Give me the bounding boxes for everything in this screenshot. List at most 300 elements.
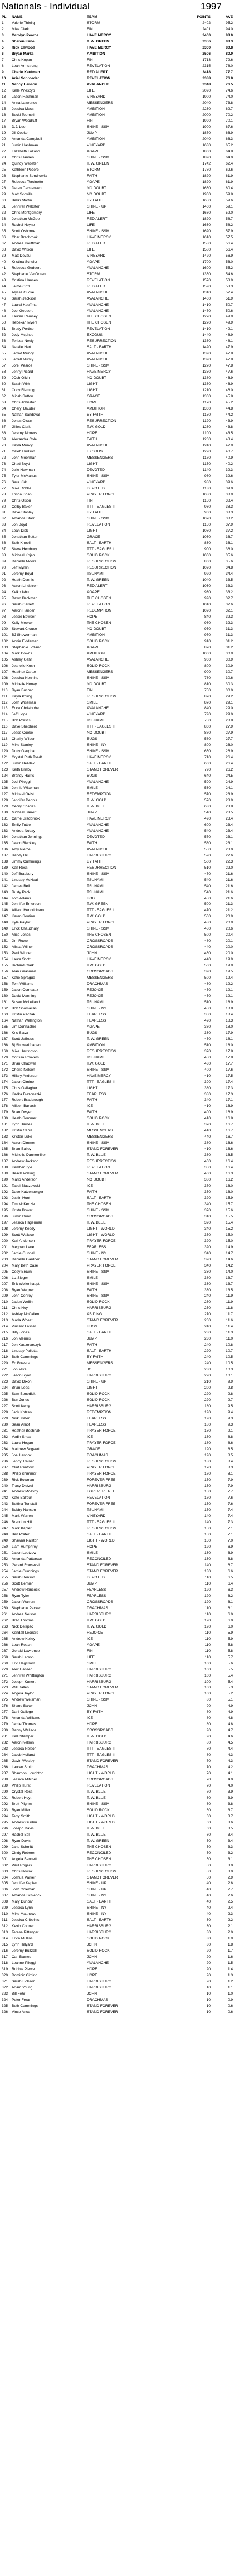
- cell-name: Tabbi Blaczewski: [12, 1184, 40, 1188]
- cell-place: 298: [2, 1838, 8, 1843]
- table-row: [0, 596, 234, 602]
- cell-average: 18.8: [226, 1006, 233, 1010]
- cell-name: Steve Hembury: [12, 547, 37, 552]
- cell-team: SALT - EARTH: [87, 1349, 111, 1354]
- table-row: [0, 1967, 234, 1973]
- cell-team: ICE: [87, 1184, 93, 1188]
- cell-average: 10.8: [226, 1343, 233, 1347]
- table-row: [0, 657, 234, 663]
- cell-average: 56.4: [226, 241, 233, 245]
- cell-average: 20.6: [226, 927, 233, 931]
- cell-average: 54.6: [226, 272, 233, 276]
- table-row: [0, 932, 234, 938]
- cell-points: 30: [206, 1943, 211, 1947]
- cell-team: VINEYARD: [87, 1514, 106, 1519]
- cell-average: 19.1: [226, 988, 233, 993]
- cell-points: 390: [204, 970, 211, 974]
- cell-average: 57.9: [226, 229, 233, 233]
- cell-team: ICE: [87, 1104, 93, 1109]
- cell-team: SALT - EARTH: [87, 1918, 111, 1923]
- cell-name: Stewart Crouse: [12, 627, 37, 631]
- cell-points: 450: [204, 994, 211, 998]
- cell-team: BOB: [87, 896, 95, 901]
- cell-average: 5.8: [227, 1649, 233, 1653]
- cell-name: Gavin Wesley: [12, 1759, 35, 1764]
- cell-place: 317: [2, 1955, 8, 1959]
- cell-name: Joel Lennox: [12, 1453, 32, 1457]
- cell-team: SALT - EARTH: [87, 1196, 111, 1200]
- cell-points: 230: [204, 1337, 211, 1341]
- cell-average: 0.6: [227, 2010, 233, 2014]
- table-row: [0, 676, 234, 682]
- cell-average: 2.0: [227, 1930, 233, 1935]
- cell-name: Leah Armstrong: [12, 64, 38, 68]
- table-row: [0, 1269, 234, 1275]
- cell-team: REVELATION: [87, 64, 110, 68]
- cell-place: 207: [2, 1282, 8, 1286]
- table-row: [0, 1202, 234, 1208]
- table-row: [0, 743, 234, 749]
- cell-points: 2418: [202, 70, 211, 74]
- cell-average: 36.0: [226, 547, 233, 552]
- table-row: [0, 486, 234, 492]
- table-row: [0, 1263, 234, 1269]
- cell-place: 228: [2, 1410, 8, 1414]
- cell-place: 249: [2, 1539, 8, 1543]
- table-row: [0, 841, 234, 847]
- table-row: [0, 522, 234, 528]
- cell-name: Julie Newman: [12, 468, 35, 472]
- cell-points: 1460: [202, 205, 211, 209]
- cell-points: 30: [206, 1937, 211, 1941]
- cell-points: 470: [204, 871, 211, 876]
- table-row: [0, 113, 234, 119]
- table-row: [0, 1930, 234, 1936]
- cell-points: 170: [204, 1471, 211, 1476]
- cell-name: Angela Bennett: [12, 1857, 37, 1861]
- cell-average: 23.4: [226, 829, 233, 833]
- cell-average: 3.6: [227, 1820, 233, 1824]
- cell-points: 1010: [202, 603, 211, 606]
- cell-average: 5.7: [227, 1655, 233, 1659]
- cell-average: 56.0: [226, 259, 233, 264]
- cell-place: 170: [2, 1055, 8, 1060]
- cell-points: 60: [206, 1802, 211, 1806]
- cell-place: 319: [2, 1967, 8, 1972]
- cell-team: RED ALERT: [87, 284, 108, 288]
- cell-name: Kevin Conner: [12, 1924, 34, 1929]
- cell-team: LIFE: [87, 223, 95, 227]
- table-row: [0, 1410, 234, 1416]
- cell-average: 11.9: [226, 1294, 233, 1298]
- cell-average: 47.8: [226, 352, 233, 356]
- cell-team: AVALANCHE: [87, 829, 109, 833]
- cell-team: PRAYER FORCE: [87, 921, 116, 925]
- cell-points: 1660: [202, 211, 211, 215]
- cell-place: 244: [2, 1508, 8, 1513]
- table-row: [0, 700, 234, 706]
- cell-points: 460: [204, 982, 211, 986]
- cell-place: 318: [2, 1961, 8, 1966]
- cell-team: SALT - EARTH: [87, 345, 111, 350]
- cell-average: 88.0: [226, 33, 233, 37]
- cell-average: 36.1: [226, 541, 233, 546]
- cell-points: 960: [204, 657, 211, 662]
- cell-average: 34.4: [226, 572, 233, 576]
- cell-name: Josh Coleman: [12, 1888, 36, 1892]
- cell-average: 9.4: [227, 1410, 233, 1414]
- cell-average: 3.8: [227, 1802, 233, 1806]
- cell-place: 130: [2, 810, 8, 815]
- cell-name: Carolyn Pearce: [12, 33, 39, 37]
- cell-average: 27.9: [226, 731, 233, 735]
- cell-name: Charlly Wilbur: [12, 737, 35, 741]
- cell-name: Erica Mullins: [12, 1937, 33, 1941]
- cell-points: 80: [206, 1716, 211, 1721]
- cell-points: 30: [206, 1930, 211, 1935]
- table-row: [0, 1832, 234, 1838]
- cell-team: AMBITION: [87, 113, 105, 117]
- cell-points: 450: [204, 988, 211, 993]
- cell-name: Trisha Doan: [12, 492, 32, 497]
- cell-team: PRAYER FORCE: [87, 1441, 116, 1445]
- table-row: [0, 798, 234, 804]
- cell-name: Sara Kirk: [12, 480, 27, 484]
- cell-points: 10: [206, 2010, 211, 2014]
- cell-team: REDEMPTION: [87, 792, 111, 797]
- cell-points: 1020: [202, 566, 211, 570]
- table-row: [0, 1024, 234, 1031]
- cell-name: Brian Bailey: [12, 1147, 32, 1152]
- cell-average: 2.9: [227, 1875, 233, 1880]
- cell-average: 38.3: [226, 504, 233, 509]
- cell-points: 2356: [202, 39, 211, 44]
- cell-place: 18: [2, 125, 6, 129]
- cell-average: 48.1: [226, 339, 233, 344]
- cell-average: 4.5: [227, 1741, 233, 1745]
- cell-team: FOREVER FREE: [87, 1490, 116, 1494]
- cell-place: 67: [2, 425, 6, 429]
- cell-average: 2.4: [227, 1906, 233, 1910]
- cell-points: 160: [204, 1434, 211, 1439]
- cell-place: 209: [2, 1294, 8, 1298]
- cell-name: Lynn Barnes: [12, 1123, 32, 1127]
- cell-average: 5.4: [227, 1679, 233, 1684]
- cell-points: 380: [204, 1275, 211, 1280]
- cell-points: 190: [204, 1410, 211, 1414]
- cell-place: 149: [2, 927, 8, 931]
- cell-points: 1270: [202, 315, 211, 319]
- cell-name: Bobby Nanson: [12, 1508, 36, 1513]
- cell-average: 17.3: [226, 1086, 233, 1090]
- cell-team: STAND FOREVER: [87, 1147, 118, 1152]
- cell-name: Jaden Wellin: [12, 1300, 33, 1304]
- cell-team: SOLID ROCK: [87, 1116, 110, 1121]
- cell-team: DEVOTED: [87, 835, 105, 839]
- cell-team: DRACHMAS: [87, 982, 108, 986]
- table-row: [0, 1104, 234, 1110]
- cell-team: LIGHT - WORLD: [87, 1814, 115, 1818]
- cell-team: RESURRECTION: [87, 1049, 116, 1053]
- cell-name: Robert Bradbrough: [12, 1098, 43, 1102]
- cell-team: RESURRECTION: [87, 1527, 116, 1531]
- cell-team: HARRISBURG: [87, 1863, 111, 1867]
- table-row: [0, 1587, 234, 1593]
- cell-average: 21.2: [226, 908, 233, 913]
- cell-team: REVELATION: [87, 603, 110, 606]
- cell-team: HAVE MERCY: [87, 370, 111, 374]
- table-row: [0, 1220, 234, 1226]
- cell-name: Jon Mike: [12, 1368, 27, 1372]
- cell-points: 480: [204, 927, 211, 931]
- cell-team: SHINE - SSM: [87, 1282, 110, 1286]
- cell-team: FOREVER FREE: [87, 1502, 116, 1506]
- table-row: [0, 1245, 234, 1251]
- cell-team: DEVOTED: [87, 1576, 105, 1580]
- cell-name: Kadka Biezonezki: [12, 1092, 41, 1096]
- cell-points: 500: [204, 902, 211, 907]
- cell-average: 29.0: [226, 706, 233, 711]
- cell-points: 1270: [202, 364, 211, 368]
- table-row: [0, 565, 234, 571]
- cell-points: 1820: [202, 216, 211, 221]
- cell-points: 1650: [202, 199, 211, 203]
- cell-place: 151: [2, 939, 8, 943]
- cell-name: Justin Bezdek: [12, 762, 35, 766]
- cell-points: 1360: [202, 382, 211, 387]
- cell-name: Kayla Muncy: [12, 443, 33, 447]
- cell-place: 289: [2, 1783, 8, 1788]
- cell-place: 146: [2, 908, 8, 913]
- cell-name: Chris Olson: [12, 498, 31, 503]
- cell-points: 10: [206, 1991, 211, 1996]
- cell-place: 56: [2, 358, 6, 362]
- cell-name: Alan Geasman: [12, 970, 36, 974]
- cell-points: 40: [206, 1906, 211, 1910]
- cell-place: 15: [2, 107, 6, 111]
- cell-points: 460: [204, 951, 211, 956]
- table-row: [0, 1061, 234, 1067]
- cell-team: GRACE: [87, 535, 100, 540]
- cell-average: 33.2: [226, 590, 233, 595]
- table-row: [0, 1563, 234, 1569]
- table-row: [0, 571, 234, 577]
- cell-team: SHINE - SSM: [87, 1294, 110, 1298]
- cell-name: Colby Baker: [12, 504, 32, 509]
- cell-team: RESURRECTION: [87, 865, 116, 870]
- cell-average: 47.6: [226, 370, 233, 374]
- table-row: [0, 1257, 234, 1263]
- cell-team: SHINE - SSM: [87, 517, 110, 521]
- cell-average: 4.1: [227, 1771, 233, 1776]
- cell-name: Amanda Schienck: [12, 1894, 42, 1898]
- cell-place: 238: [2, 1471, 8, 1476]
- table-row: [0, 969, 234, 975]
- cell-name: Chris Hansen: [12, 156, 34, 160]
- cell-place: 53: [2, 339, 6, 344]
- cell-place: 31: [2, 205, 6, 209]
- cell-place: 211: [2, 1306, 8, 1311]
- cell-average: 17.5: [226, 1073, 233, 1078]
- cell-average: 59.8: [226, 192, 233, 197]
- cell-team: SALT - EARTH: [87, 762, 111, 766]
- cell-team: REJOICE: [87, 988, 103, 993]
- cell-name: Vincent Lasser: [12, 1325, 36, 1329]
- cell-average: 29.2: [226, 694, 233, 699]
- cell-place: 144: [2, 896, 8, 901]
- cell-team: LIGHT: [87, 1386, 98, 1390]
- cell-name: Joseph Davis: [12, 1826, 34, 1831]
- cell-points: 980: [204, 480, 211, 484]
- cell-average: 46.9: [226, 382, 233, 387]
- header-place: PL: [2, 15, 7, 19]
- cell-average: 18.3: [226, 1018, 233, 1023]
- cell-name: BJ Showerman: [12, 633, 37, 637]
- cell-place: 97: [2, 608, 6, 613]
- table-row: [0, 1765, 234, 1771]
- cell-team: TTT - EAGLES I: [87, 908, 114, 913]
- cell-average: 6.9: [227, 1545, 233, 1549]
- table-row: [0, 1746, 234, 1752]
- table-row: [0, 1459, 234, 1465]
- cell-place: 58: [2, 370, 6, 374]
- cell-team: SOLID ROCK: [87, 1949, 110, 1953]
- table-row: [0, 1330, 234, 1336]
- cell-name: Chris Hoy: [12, 1306, 28, 1311]
- cell-points: 60: [206, 1814, 211, 1818]
- cell-team: FEARLESS: [87, 1012, 106, 1017]
- cell-points: 270: [204, 1312, 211, 1317]
- table-row: [0, 149, 234, 155]
- table-row: [0, 847, 234, 853]
- cell-team: ICE: [87, 1434, 93, 1439]
- cell-points: 10: [206, 1985, 211, 1990]
- cell-name: Karl Ross: [12, 865, 28, 870]
- table-row: [0, 1643, 234, 1649]
- cell-place: 32: [2, 211, 6, 215]
- cell-points: 20: [206, 1973, 211, 1977]
- cell-name: Bryan Woodruff: [12, 119, 37, 123]
- cell-name: Daren Carstensen: [12, 186, 42, 191]
- cell-name: Jennifer Webster: [12, 205, 40, 209]
- cell-place: 126: [2, 786, 8, 791]
- table-row: [0, 418, 234, 425]
- table-row: [0, 1789, 234, 1795]
- cell-team: BY FAITH: [87, 511, 104, 515]
- table-row: [0, 1691, 234, 1697]
- table-row: [0, 1073, 234, 1080]
- table-row: [0, 1997, 234, 2004]
- cell-average: 17.7: [226, 1061, 233, 1066]
- cell-average: 17.1: [226, 1098, 233, 1102]
- cell-team: JOHN: [87, 1943, 97, 1947]
- cell-name: Caleb Hudson: [12, 449, 35, 454]
- cell-name: Jarrell Muncy: [12, 358, 34, 362]
- cell-points: 380: [204, 1086, 211, 1090]
- table-row: [0, 1826, 234, 1832]
- cell-name: Will Ballen: [12, 1686, 29, 1690]
- cell-team: NO DOUBT: [87, 627, 106, 631]
- cell-team: THE CHOSEN: [87, 315, 111, 319]
- cell-place: 82: [2, 517, 6, 521]
- cell-team: RESURRECTION: [87, 1869, 116, 1874]
- cell-name: Dave Shepherd: [12, 725, 37, 729]
- cell-team: BUGS: [87, 1031, 98, 1035]
- cell-name: John Conroy: [12, 1294, 33, 1298]
- cell-name: Erick Chaudhary: [12, 927, 39, 931]
- cell-name: Jason Blackley: [12, 841, 36, 845]
- table-row: [0, 27, 234, 33]
- cell-team: MESSENGERS: [87, 1129, 113, 1133]
- table-row: [0, 1128, 234, 1134]
- cell-points: 180: [204, 1428, 211, 1433]
- cell-place: 51: [2, 327, 6, 331]
- cell-team: DEVOTED: [87, 486, 105, 490]
- cell-points: 2401: [202, 27, 211, 31]
- table-row: [0, 541, 234, 547]
- cell-name: Ariel Schroeder: [12, 76, 40, 80]
- cell-place: 89: [2, 560, 6, 564]
- table-row: [0, 468, 234, 474]
- cell-team: ICE: [87, 1716, 93, 1721]
- cell-place: 290: [2, 1789, 8, 1794]
- cell-name: Lauren Smith: [12, 1765, 34, 1770]
- cell-place: 131: [2, 816, 8, 821]
- cell-average: 29.0: [226, 712, 233, 717]
- cell-team: BY FAITH: [87, 199, 104, 203]
- table-row: [0, 161, 234, 167]
- cell-place: 168: [2, 1043, 8, 1047]
- cell-place: 300: [2, 1851, 8, 1855]
- cell-place: 299: [2, 1845, 8, 1849]
- cell-name: Heath Sommer: [12, 1116, 37, 1121]
- cell-name: Randy Hill: [12, 853, 29, 858]
- cell-points: 1120: [202, 418, 211, 423]
- cell-name: Angela Taylor: [12, 1692, 34, 1696]
- cell-average: 4.8: [227, 1722, 233, 1727]
- cell-team: HARRISBURG: [87, 1985, 111, 1990]
- cell-place: 315: [2, 1943, 8, 1947]
- cell-average: 23.4: [226, 822, 233, 827]
- cell-team: T. W. BLUE: [87, 1795, 106, 1800]
- cell-name: Laura Scott: [12, 957, 31, 962]
- cell-points: 10: [206, 1997, 211, 2002]
- cell-points: 1070: [202, 517, 211, 521]
- cell-place: 61: [2, 388, 6, 393]
- cell-place: 13: [2, 94, 6, 99]
- cell-average: 80.8: [226, 45, 233, 50]
- table-row: [0, 590, 234, 596]
- cell-name: Marla Wheat: [12, 1318, 33, 1323]
- cell-place: 43: [2, 278, 6, 282]
- cell-place: 81: [2, 511, 6, 515]
- cell-team: T. W. GOLD: [87, 798, 107, 802]
- cell-place: 174: [2, 1080, 8, 1084]
- table-row: [0, 1288, 234, 1294]
- cell-name: Jennie Wiseman: [12, 786, 39, 791]
- cell-average: 23.5: [226, 810, 233, 815]
- cell-points: 1380: [202, 376, 211, 381]
- cell-place: 122: [2, 762, 8, 766]
- table-row: [0, 382, 234, 388]
- cell-team: JOHN: [87, 1955, 97, 1959]
- cell-average: 10.5: [226, 1361, 233, 1366]
- cell-team: FAITH: [87, 841, 98, 845]
- cell-place: 154: [2, 957, 8, 962]
- table-row: [0, 908, 234, 914]
- cell-points: 150: [204, 1527, 211, 1531]
- table-row: [0, 1031, 234, 1037]
